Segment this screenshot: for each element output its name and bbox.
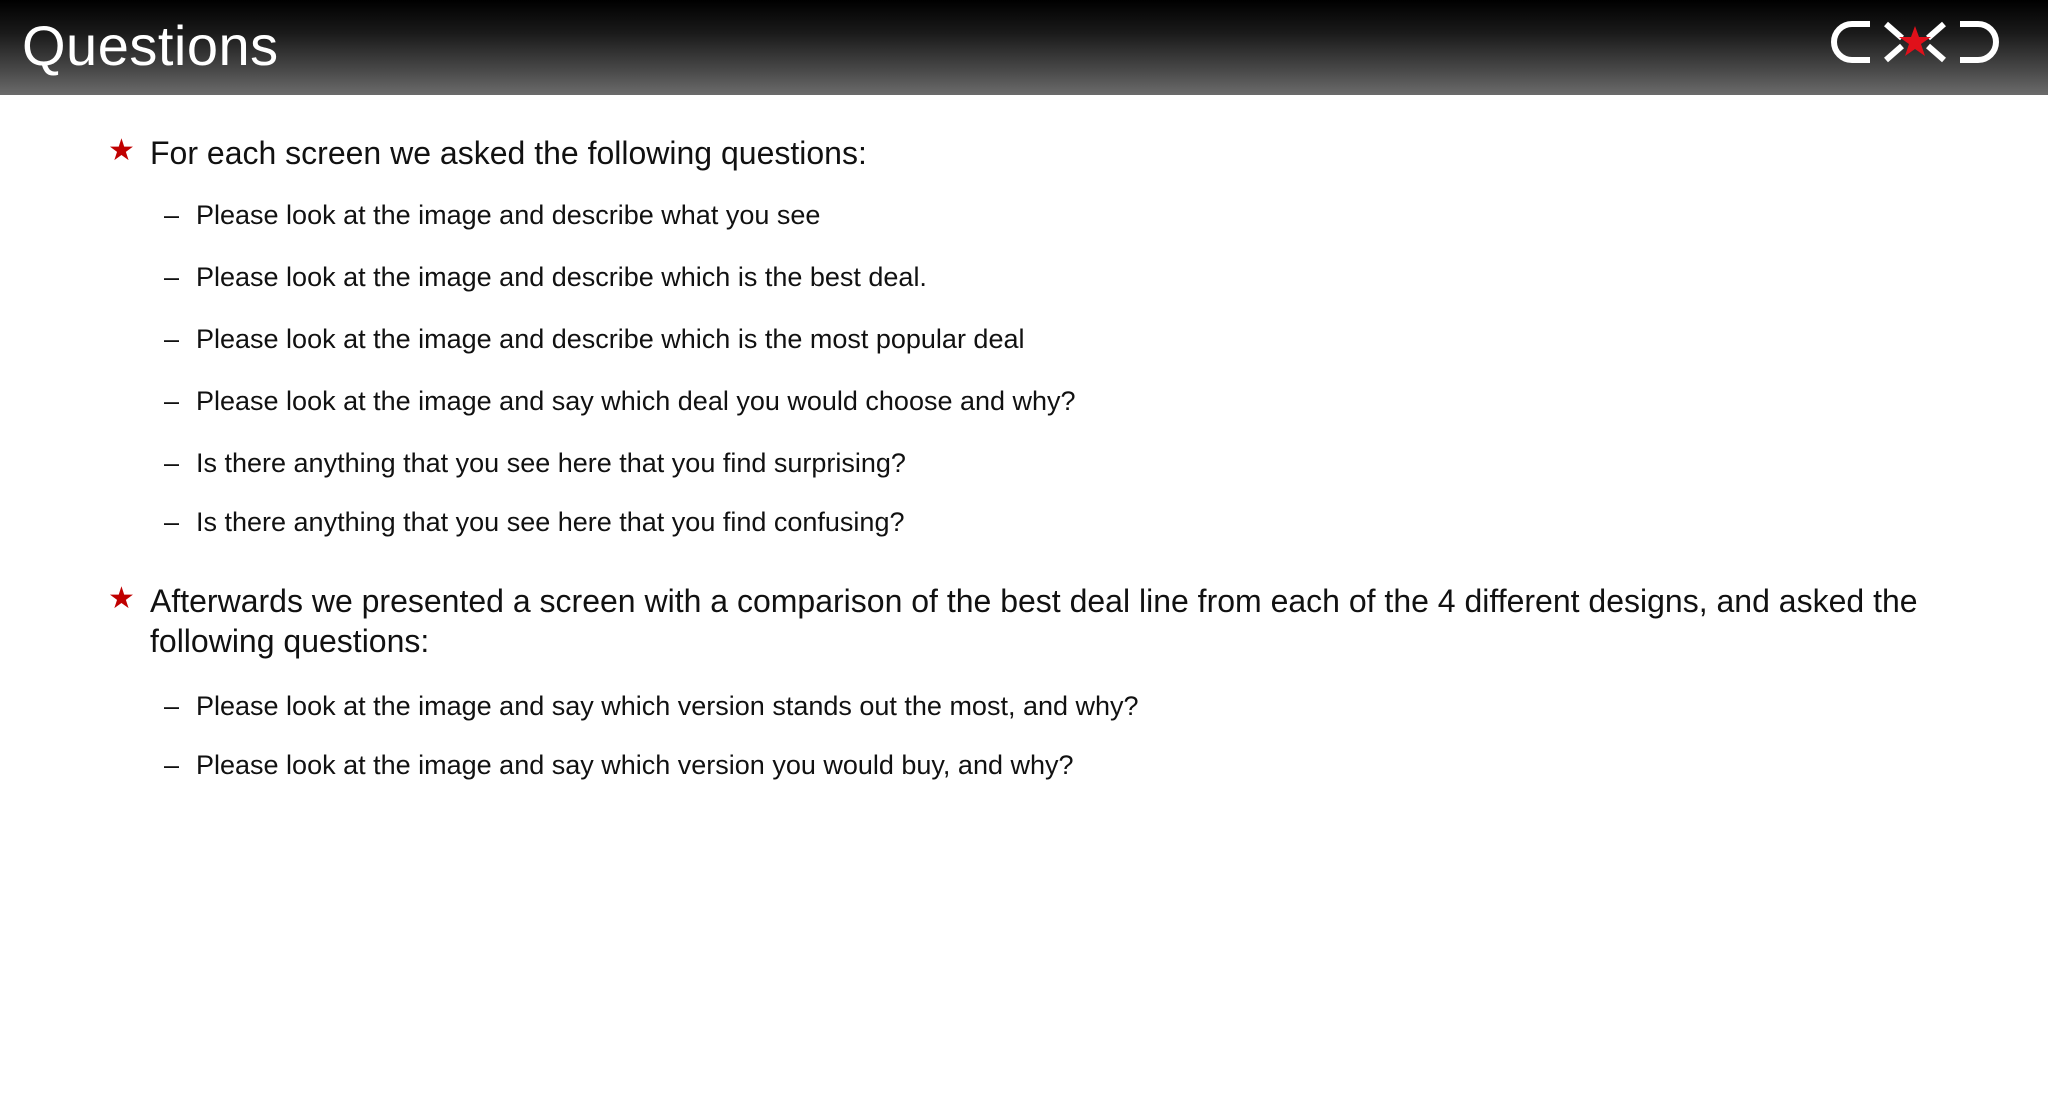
bullet-text: For each screen we asked the following questions:	[150, 135, 867, 171]
sub-item-text: Is there anything that you see here that you find confusing?	[196, 507, 905, 537]
star-icon: ★	[108, 133, 135, 168]
bullet-item	[108, 133, 1988, 173]
bullet-item	[108, 581, 1988, 661]
sub-item-text: Please look at the image and say which version you would buy, and why?	[196, 750, 1074, 780]
sub-item-text: Please look at the image and describe which is the most popular deal	[196, 324, 1025, 354]
dash-icon: –	[164, 507, 180, 537]
dash-icon: –	[164, 750, 180, 780]
sub-item-text: Please look at the image and describe what you see	[196, 200, 821, 230]
star-icon: ★	[108, 581, 135, 616]
bullet-text: Afterwards we presented a screen with a comparison of the best deal line from each of the 4 different designs, and asked the following questions:	[150, 583, 1918, 659]
dash-icon: –	[164, 386, 180, 416]
dash-icon: –	[164, 200, 180, 230]
slide-title: Questions	[22, 14, 279, 77]
dash-icon: –	[164, 262, 180, 292]
dash-icon: –	[164, 324, 180, 354]
dash-icon: –	[164, 691, 180, 721]
sub-item-text: Please look at the image and say which version stands out the most, and why?	[196, 691, 1139, 721]
sub-item-text: Is there anything that you see here that you find surprising?	[196, 448, 906, 478]
sub-item-text: Please look at the image and describe which is the best deal.	[196, 262, 927, 292]
sub-item-text: Please look at the image and say which deal you would choose and why?	[196, 386, 1076, 416]
dash-icon: –	[164, 448, 180, 478]
